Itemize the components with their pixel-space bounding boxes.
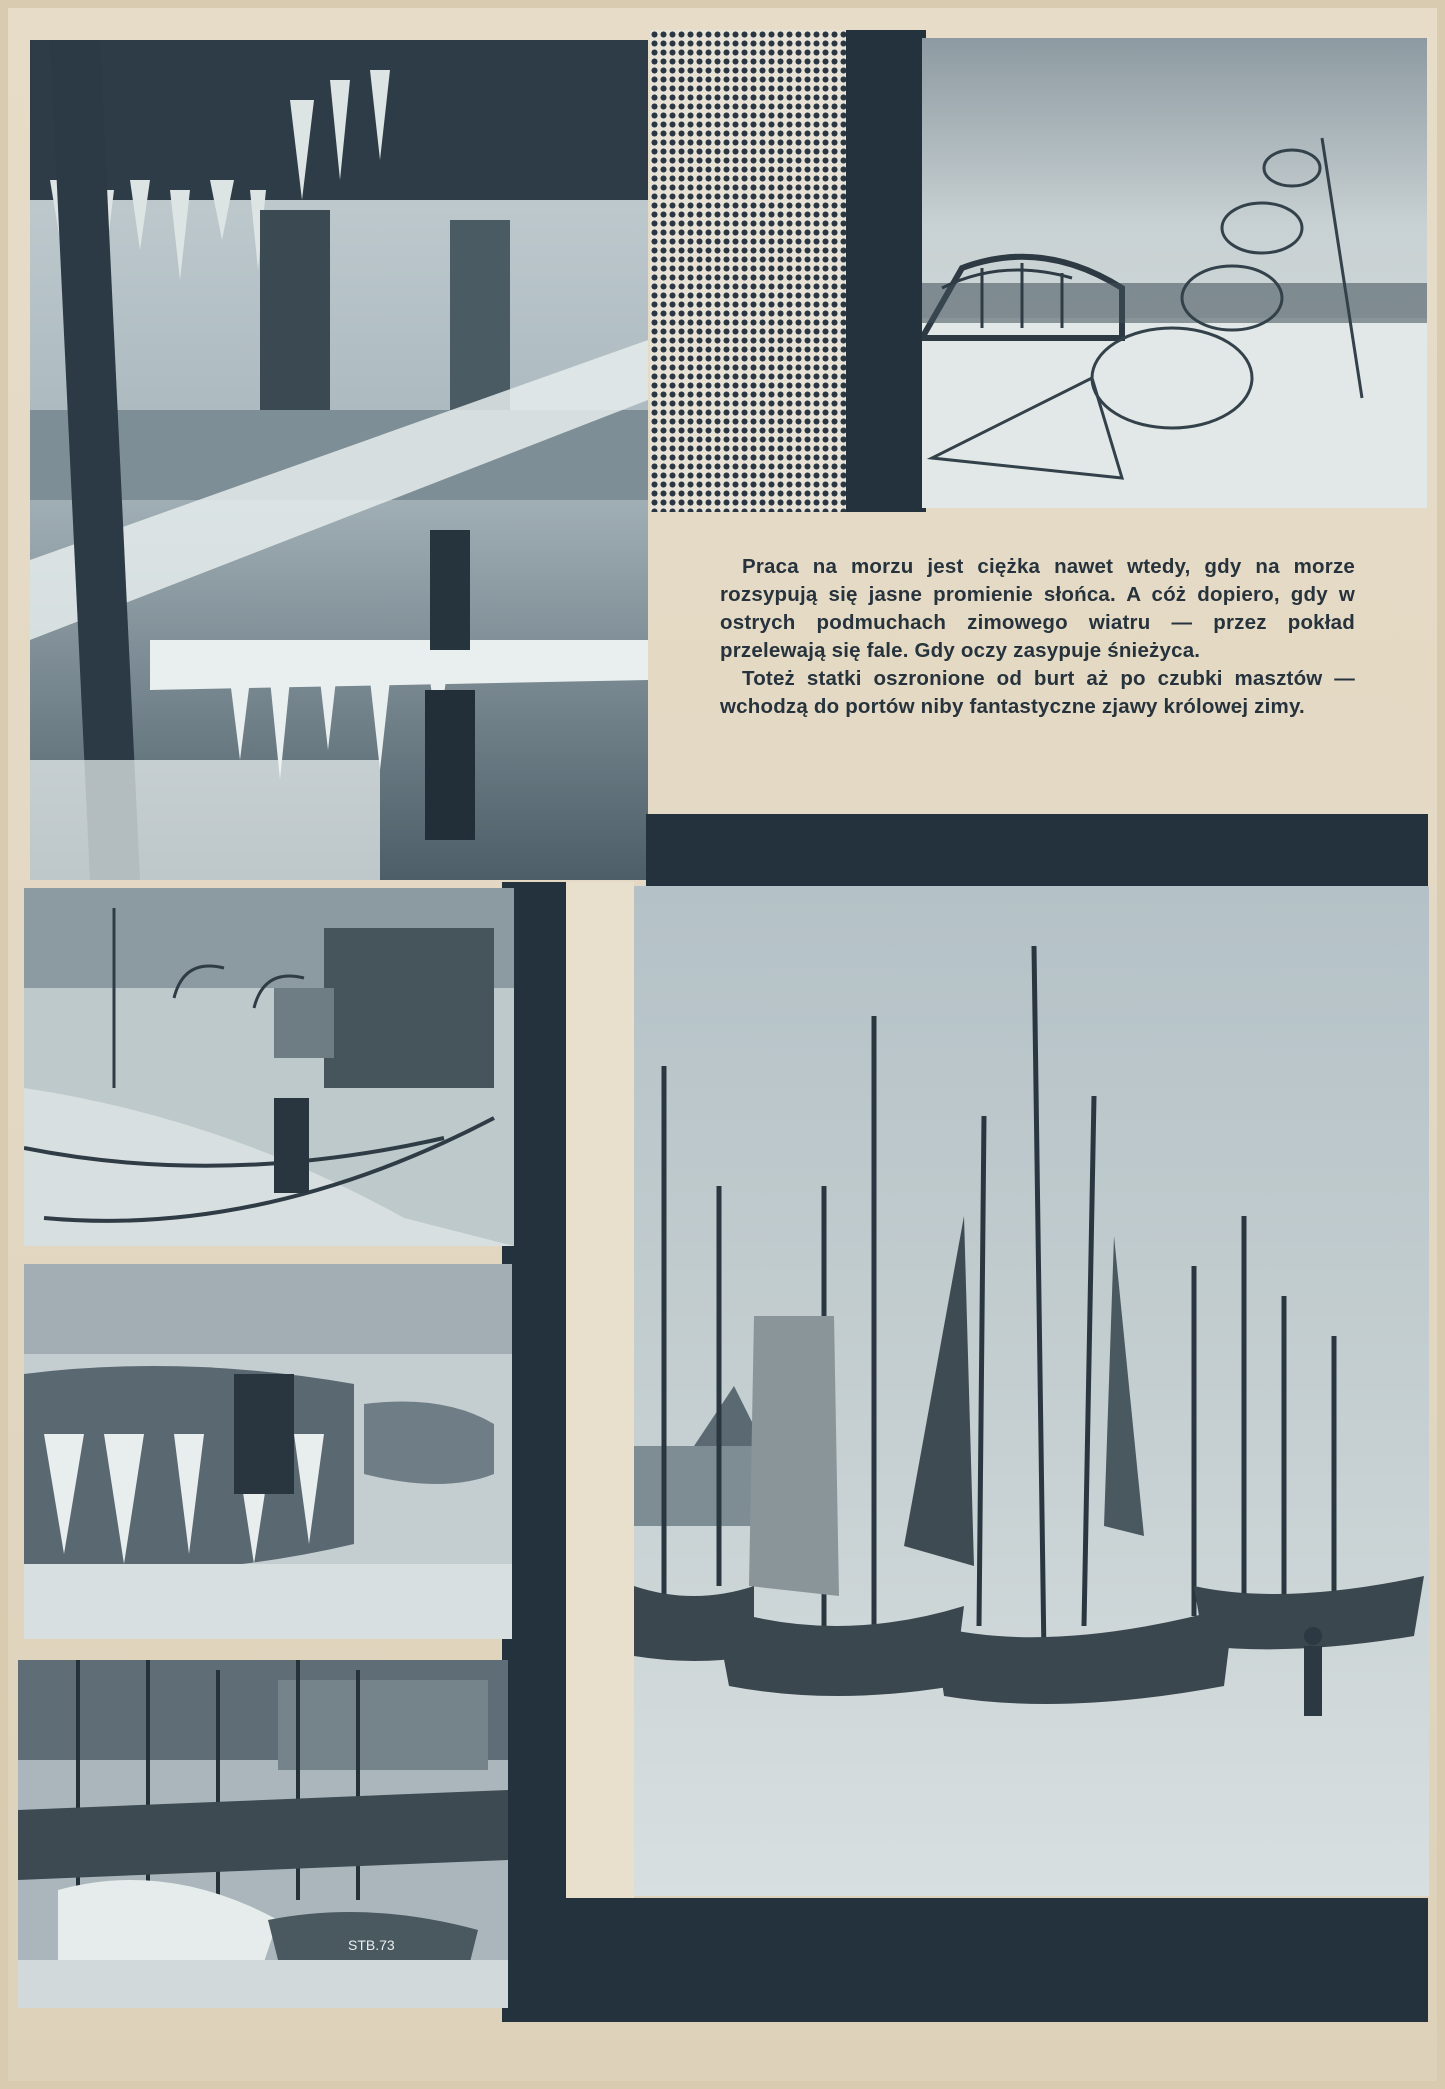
frozen-harbor-photo — [18, 1660, 508, 2008]
frozen-hull-photo — [24, 1264, 512, 1639]
dark-border-strip — [846, 30, 926, 512]
article-caption — [720, 553, 1355, 721]
caption-paragraph-1: Praca na morzu jest ciężka nawet wtedy, gdy na morze rozsypują się jasne promienie słońca. A cóż dopiero, gdy w ostrych podmuchach zimowego wiatru — przez pokład przelewają się fale. Gdy oczy zasypuje śnieżyca. — [720, 555, 1355, 662]
dark-horizontal-band — [646, 814, 1428, 886]
fishing-net-photo — [922, 38, 1427, 508]
boat-registration-label: STB.73 — [348, 1937, 395, 1953]
sailboats-on-ice-photo — [634, 886, 1429, 1896]
iced-deck-photo — [24, 888, 514, 1246]
caption-paragraph-2: Toteż statki oszronione od burt aż po czubki masztów — wchodzą do portów niby fantastyczne zjawy królowej zimy. — [720, 667, 1355, 718]
halftone-pattern-block — [650, 30, 850, 512]
icicle-ship-photo — [30, 40, 648, 880]
cream-spacer — [566, 882, 634, 1898]
magazine-page — [8, 8, 1437, 2081]
dark-bottom-frame — [502, 1898, 1428, 2022]
